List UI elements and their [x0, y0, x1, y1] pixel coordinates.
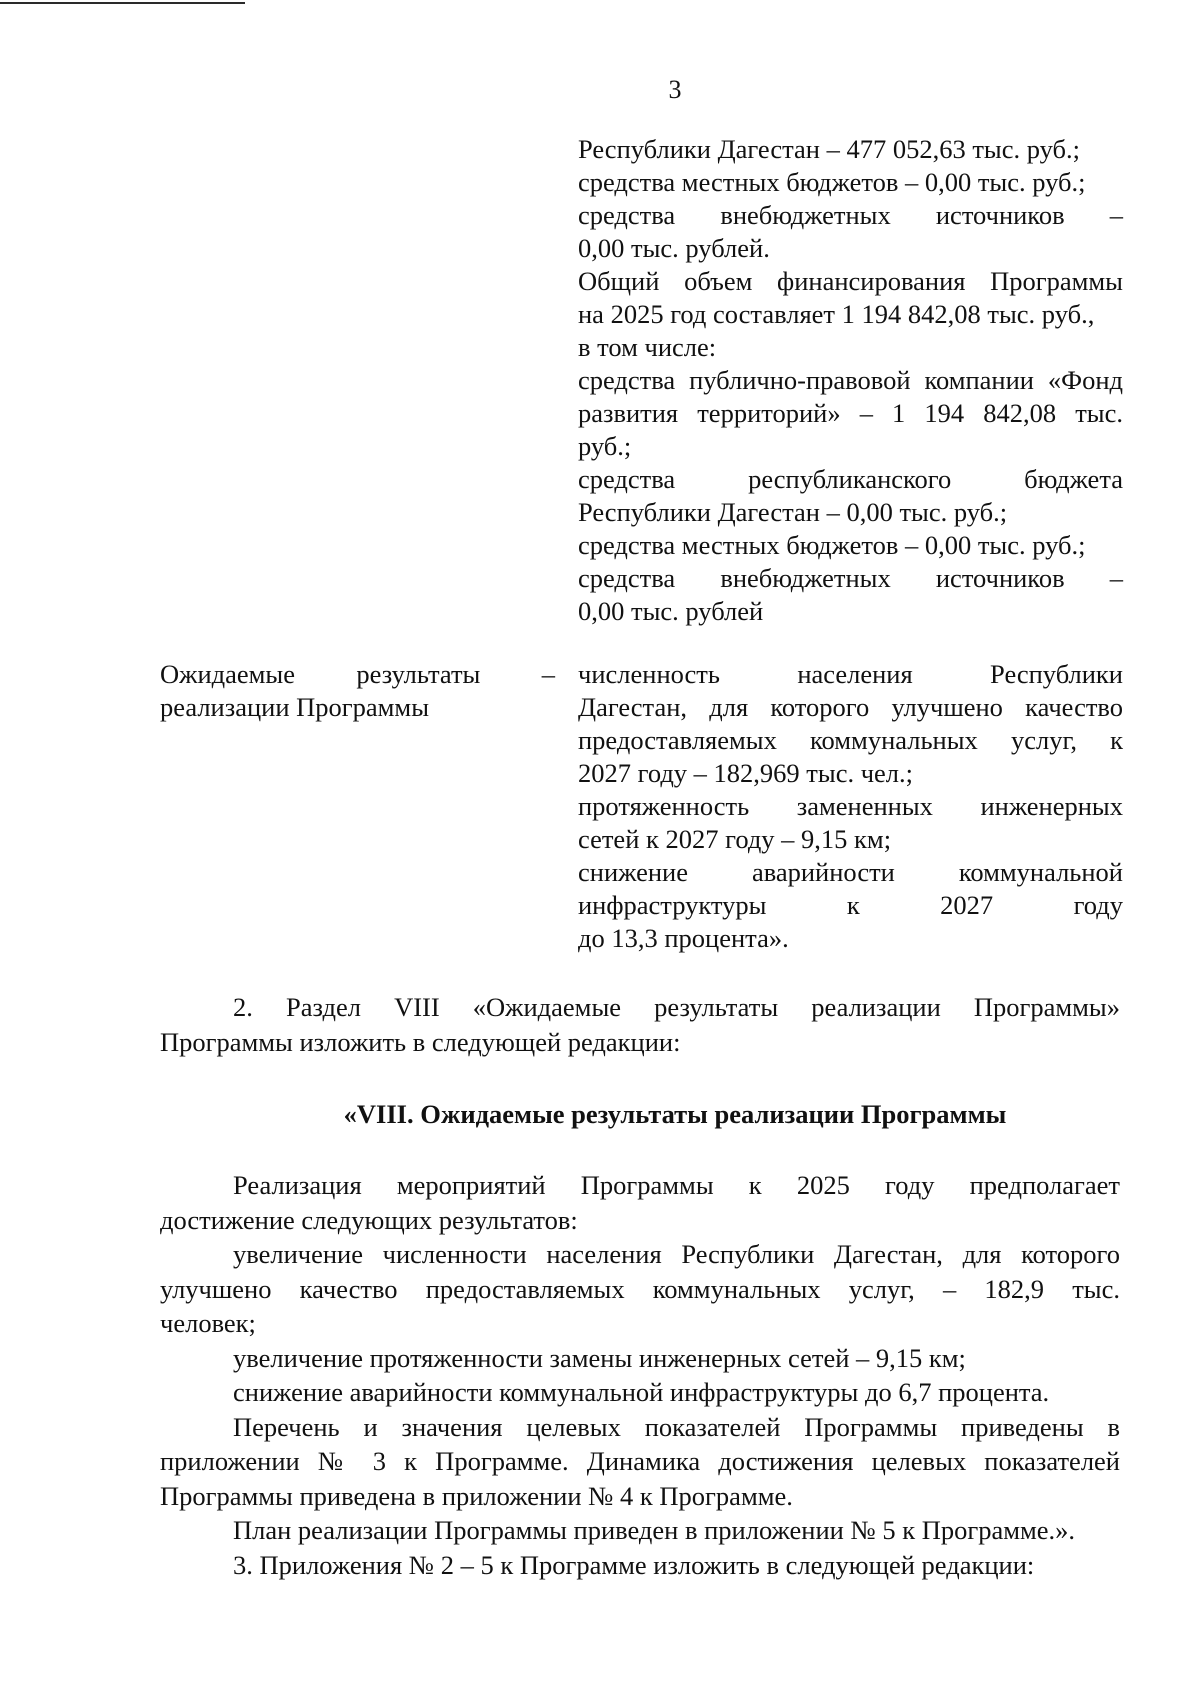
- top-left-rule: [0, 2, 245, 4]
- results-value-cell: [578, 658, 1123, 955]
- text-line: предоставляемых коммунальных услуг, к: [578, 725, 1123, 755]
- text-line: протяженность замененных инженерных: [578, 791, 1123, 821]
- text-line: средства внебюджетных источников –: [578, 200, 1123, 230]
- text-line: в том числе:: [578, 332, 717, 362]
- text-line: средства публично-правовой компании «Фонд: [578, 365, 1123, 395]
- results-label-cell: [160, 658, 555, 724]
- text-line: 2027 году – 182,969 тыс. чел.;: [578, 758, 914, 788]
- page-number: 3: [668, 75, 682, 104]
- text-line: приложении № 3 к Программе. Динамика достижения целевых показателей: [160, 1446, 1120, 1476]
- text-line: 2. Раздел VIII «Ожидаемые результаты реализации Программы»: [233, 992, 1120, 1022]
- text-line: до 13,3 процента».: [578, 923, 789, 953]
- passport-financing-cell: [578, 133, 1123, 628]
- text-line: Республики Дагестан – 0,00 тыс. руб.;: [578, 497, 1008, 527]
- text-line: Программы изложить в следующей редакции:: [160, 1026, 681, 1057]
- text-line: средства республиканского бюджета: [578, 464, 1123, 494]
- text-line: инфраструктуры к 2027 году: [578, 890, 1123, 920]
- text-line: человек;: [160, 1308, 256, 1338]
- text-line: Дагестан, для которого улучшено качество: [578, 692, 1123, 722]
- text-line: развития территорий» – 1 194 842,08 тыс.: [578, 398, 1123, 428]
- text-line: увеличение протяженности замены инженерных сетей – 9,15 км;: [233, 1342, 966, 1373]
- section-body: [160, 1168, 1120, 1582]
- text-line: 0,00 тыс. рублей: [578, 596, 764, 626]
- text-line: снижение аварийности коммунальной инфраструктуры до 6,7 процента.: [233, 1377, 1050, 1407]
- text-line: Программы приведена в приложении № 4 к Программе.: [160, 1480, 793, 1511]
- text-line: руб.;: [578, 431, 632, 461]
- text-line: 0,00 тыс. рублей.: [578, 233, 770, 263]
- text-line: средства внебюджетных источников –: [578, 563, 1123, 593]
- text-line: средства местных бюджетов – 0,00 тыс. руб.;: [578, 530, 1086, 560]
- text-line: Общий объем финансирования Программы: [578, 266, 1123, 296]
- text-line: реализации Программы: [160, 692, 429, 722]
- text-line: Перечень и значения целевых показателей Программы приведены в: [233, 1411, 1120, 1442]
- section-heading: «VIII. Ожидаемые результаты реализации Программы: [343, 1099, 1007, 1129]
- text-line: Республики Дагестан – 477 052,63 тыс. руб.;: [578, 134, 1080, 164]
- text-line: достижение следующих результатов:: [160, 1204, 578, 1235]
- text-line: на 2025 год составляет 1 194 842,08 тыс. руб.,: [578, 299, 1095, 329]
- text-line: 3. Приложения № 2 – 5 к Программе изложить в следующей редакции:: [233, 1549, 1035, 1580]
- text-line: Ожидаемые результаты –: [160, 659, 555, 689]
- text-line: снижение аварийности коммунальной: [578, 857, 1123, 887]
- text-line: численность населения Республики: [578, 659, 1123, 689]
- text-line: средства местных бюджетов – 0,00 тыс. руб.;: [578, 167, 1086, 197]
- item-2-paragraph: [160, 990, 1120, 1059]
- text-line: План реализации Программы приведен в приложении № 5 к Программе.».: [233, 1515, 1076, 1545]
- text-line: увеличение численности населения Республики Дагестан, для которого: [233, 1239, 1120, 1269]
- text-line: сетей к 2027 году – 9,15 км;: [578, 824, 892, 854]
- text-line: Реализация мероприятий Программы к 2025 году предполагает: [233, 1170, 1120, 1200]
- text-line: улучшено качество предоставляемых коммунальных услуг, – 182,9 тыс.: [160, 1273, 1120, 1304]
